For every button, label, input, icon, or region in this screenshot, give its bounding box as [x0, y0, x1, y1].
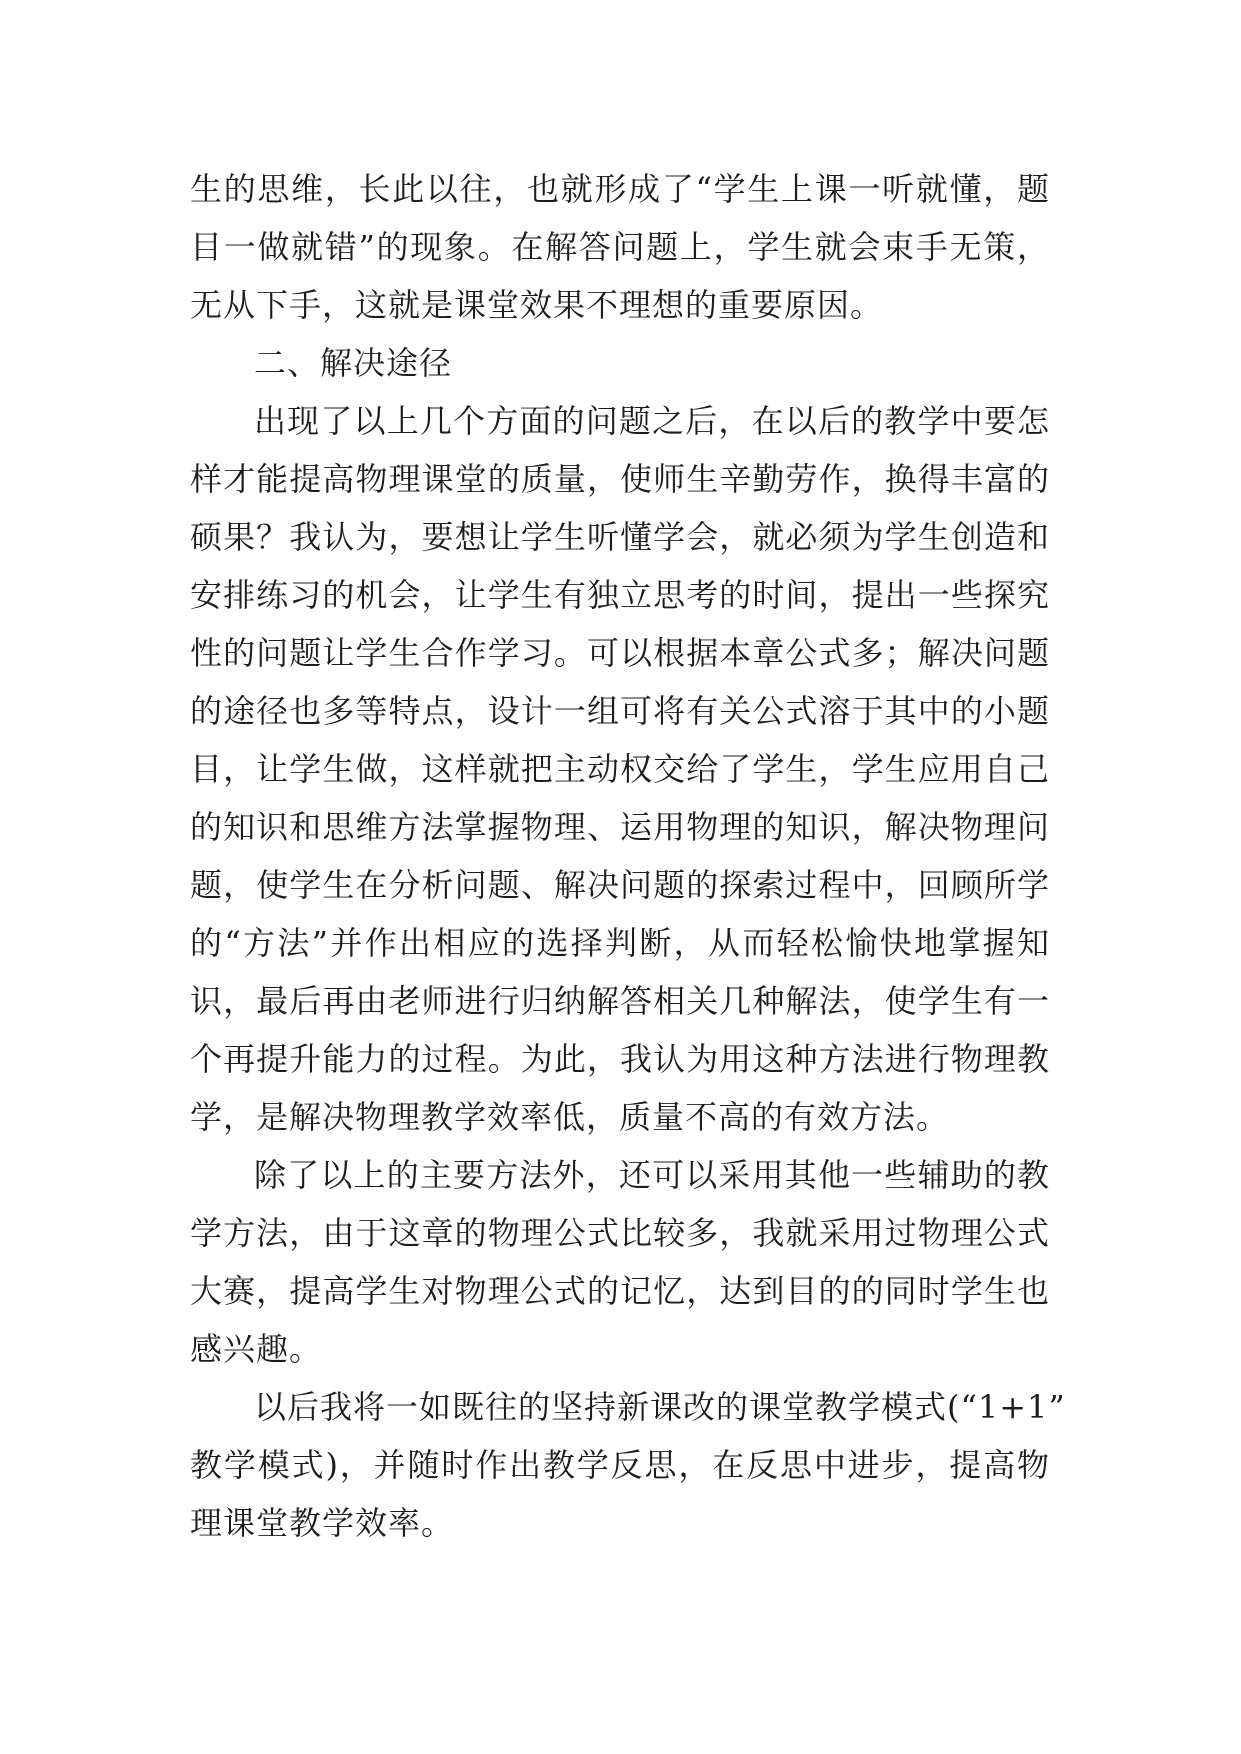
- text-line: 题，使学生在分析问题、解决问题的探索过程中，回顾所学: [190, 866, 1050, 904]
- text-line: 感兴趣。: [190, 1330, 323, 1368]
- text-line: 学方法，由于这章的物理公式比较多，我就采用过物理公式: [190, 1214, 1050, 1252]
- text-line: 目，让学生做，这样就把主动权交给了学生，学生应用自己: [190, 750, 1050, 788]
- text-line: 教学模式)，并随时作出教学反思，在反思中进步，提高物: [190, 1446, 1050, 1484]
- text-line: 大赛，提高学生对物理公式的记忆，达到目的的同时学生也: [190, 1272, 1050, 1310]
- text-line: 性的问题让学生合作学习。可以根据本章公式多；解决问题: [190, 634, 1050, 672]
- text-line: 出现了以上几个方面的问题之后，在以后的教学中要怎: [254, 402, 1050, 440]
- text-line: 理课堂教学效率。: [190, 1504, 455, 1542]
- text-line: 样才能提高物理课堂的质量，使师生辛勤劳作，换得丰富的: [190, 460, 1050, 498]
- document-body: [190, 160, 1066, 1552]
- text-line: 个再提升能力的过程。为此，我认为用这种方法进行物理教: [190, 1040, 1050, 1078]
- text-line: 的途径也多等特点，设计一组可将有关公式溶于其中的小题: [190, 692, 1050, 730]
- text-line: 除了以上的主要方法外，还可以采用其他一些辅助的教: [254, 1156, 1050, 1194]
- text-line: 以后我将一如既往的坚持新课改的课堂教学模式(“1+1”: [254, 1388, 1066, 1426]
- text-line: 二、解决途径: [254, 344, 453, 382]
- text-line: 识，最后再由老师进行归纳解答相关几种解法，使学生有一: [190, 982, 1050, 1020]
- text-line: 硕果？我认为，要想让学生听懂学会，就必须为学生创造和: [190, 518, 1050, 556]
- text-line: 的知识和思维方法掌握物理、运用物理的知识，解决物理问: [190, 808, 1050, 846]
- text-line: 目一做就错”的现象。在解答问题上，学生就会束手无策，: [190, 228, 1050, 266]
- text-line: 学，是解决物理教学效率低，质量不高的有效方法。: [190, 1098, 950, 1136]
- text-line: 生的思维，长此以往，也就形成了“学生上课一听就懂，题: [190, 170, 1050, 208]
- text-lines: [190, 160, 1066, 1552]
- text-line: 安排练习的机会，让学生有独立思考的时间，提出一些探究: [190, 576, 1050, 614]
- text-line: 的“方法”并作出相应的选择判断，从而轻松愉快地掌握知: [190, 924, 1050, 962]
- text-line: 无从下手，这就是课堂效果不理想的重要原因。: [190, 286, 884, 324]
